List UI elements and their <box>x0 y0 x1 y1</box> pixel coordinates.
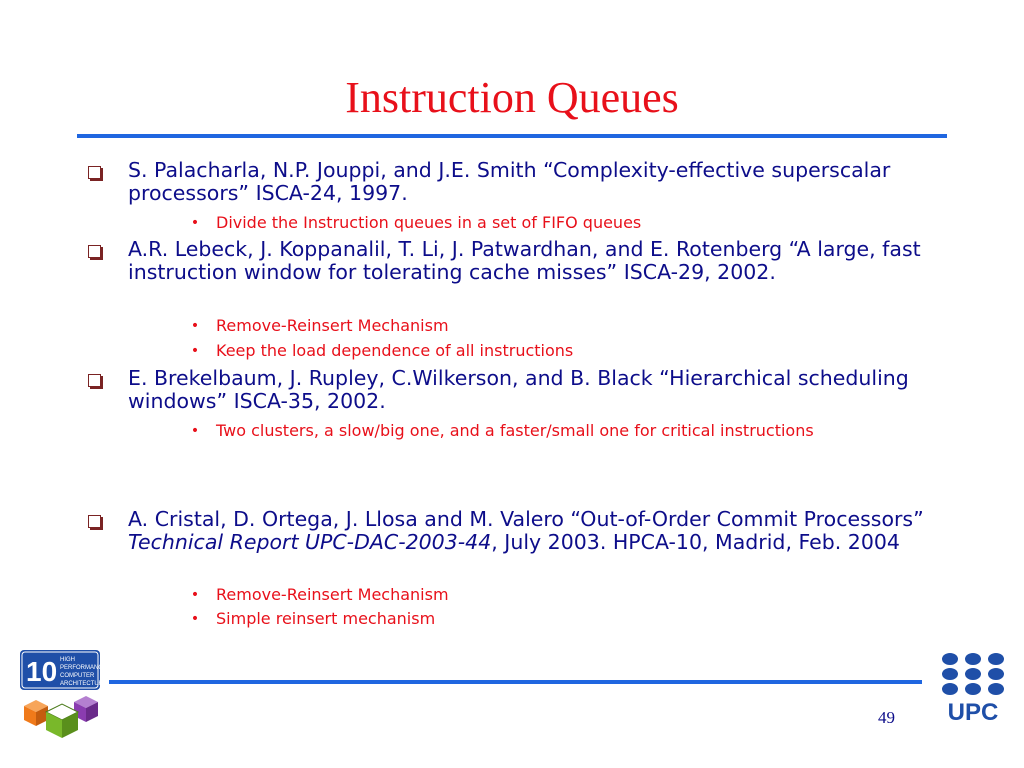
hpca-10-logo <box>18 648 108 740</box>
cube-green-icon <box>46 704 78 738</box>
bullet-4-report-title: Technical Report UPC-DAC-2003-44 <box>128 530 492 554</box>
bullet-4 <box>128 508 948 554</box>
bullet-2-sub-1: Remove-Reinsert Mechanism <box>216 316 449 335</box>
svg-text:COMPUTER: COMPUTER <box>60 673 95 679</box>
upc-logo <box>940 652 1006 724</box>
slide-title: Instruction Queues <box>345 73 679 122</box>
sub-bullet-dot-icon: • <box>190 423 200 439</box>
bullet-square-icon <box>88 374 101 387</box>
sub-bullet-dot-icon: • <box>190 215 200 231</box>
sub-bullet-dot-icon: • <box>190 587 200 603</box>
sub-bullet-dot-icon: • <box>190 343 200 359</box>
bullet-3-sub-1: Two clusters, a slow/big one, and a faster/small one for critical instructions <box>216 421 814 440</box>
svg-text:PERFORMANCE: PERFORMANCE <box>60 665 107 671</box>
svg-text:ARCHITECTURE: ARCHITECTURE <box>60 681 108 687</box>
svg-text:HIGH: HIGH <box>60 657 75 663</box>
sub-bullet-dot-icon: • <box>190 611 200 627</box>
bottom-divider <box>109 680 922 684</box>
bullet-2: A.R. Lebeck, J. Koppanalil, T. Li, J. Patwardhan, and E. Rotenberg “A large, fast instruction window for tolerating cache misses” ISCA-29, 2002. <box>128 237 921 284</box>
bullet-square-icon <box>88 166 101 179</box>
bullet-4-text-start: A. Cristal, D. Ortega, J. Llosa and M. Valero “Out-of-Order Commit Processors” <box>128 507 924 531</box>
bullet-2-sub-2: Keep the load dependence of all instructions <box>216 341 574 360</box>
bullet-3: E. Brekelbaum, J. Rupley, C.Wilkerson, and B. Black “Hierarchical scheduling windows” ISCA-35, 2002. <box>128 366 909 413</box>
bullet-4-sub-1: Remove-Reinsert Mechanism <box>216 585 449 604</box>
svg-text:10: 10 <box>26 656 58 687</box>
sub-bullet-dot-icon: • <box>190 318 200 334</box>
bullet-1: S. Palacharla, N.P. Jouppi, and J.E. Smith “Complexity-effective superscalar processors” ISCA-24, 1997. <box>128 158 891 205</box>
bullet-4-sub-2: Simple reinsert mechanism <box>216 609 436 628</box>
bullet-4-text-end: , July 2003. HPCA-10, Madrid, Feb. 2004 <box>491 530 900 554</box>
cube-orange-icon <box>24 700 48 726</box>
bullet-1-sub-1: Divide the Instruction queues in a set of FIFO queues <box>216 213 642 232</box>
bullet-square-icon <box>88 245 101 258</box>
svg-text:UPC: UPC <box>947 699 999 724</box>
bullet-square-icon <box>88 515 101 528</box>
page-number: 49 <box>878 708 895 727</box>
